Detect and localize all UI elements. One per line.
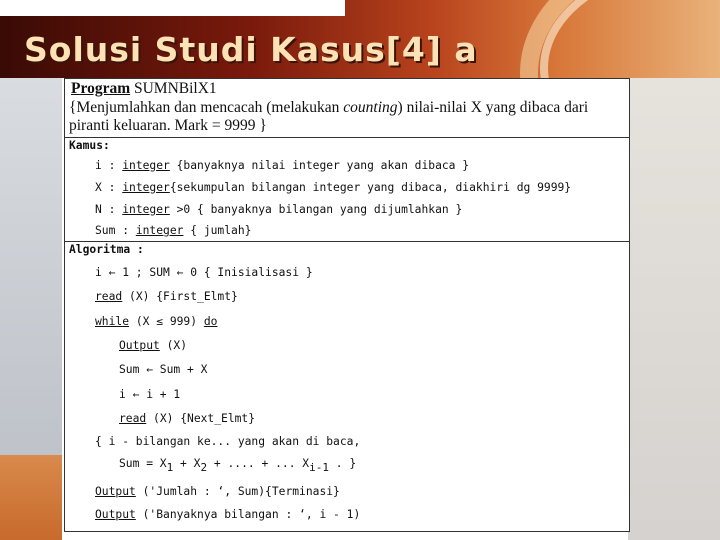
comment-italic-word: counting bbox=[343, 99, 398, 116]
kamus-sum-declaration bbox=[95, 224, 251, 237]
background-right-band bbox=[628, 78, 720, 540]
while-keyword: while bbox=[95, 315, 130, 328]
read-keyword: read bbox=[95, 290, 123, 303]
do-keyword: do bbox=[203, 315, 218, 328]
program-name: SUMNBilX1 bbox=[130, 80, 217, 97]
output-count-line bbox=[95, 508, 360, 521]
output-keyword-2: Output bbox=[95, 485, 136, 498]
x-comment: {sekumpulan bilangan integer yang dibaca, diakhiri dg 9999} bbox=[169, 181, 572, 194]
sum-eq-middle-1: + X bbox=[173, 457, 201, 470]
n-type: integer bbox=[122, 203, 170, 216]
output-sum-line bbox=[95, 485, 340, 498]
comment-text-2: ) nilai-nilai X yang dibaca dari bbox=[397, 99, 589, 116]
sum-eq-middle-2: + .... + ... X bbox=[207, 457, 310, 470]
read-first-args: (X) {First_Elmt} bbox=[122, 290, 238, 303]
sum-comment: { jumlah} bbox=[183, 224, 252, 237]
program-keyword: Program bbox=[71, 80, 131, 97]
output-keyword-3: Output bbox=[95, 508, 136, 521]
n-rest: >0 { banyaknya bilangan yang dijumlahkan } bbox=[169, 203, 463, 216]
top-left-white-bar bbox=[0, 0, 345, 16]
kamus-i-declaration bbox=[95, 159, 469, 172]
i-comment: {banyaknya nilai integer yang akan dibaca } bbox=[169, 159, 470, 172]
read-next-line bbox=[119, 412, 255, 425]
program-header-section bbox=[65, 79, 629, 138]
kamus-x-declaration bbox=[95, 181, 571, 194]
output-keyword: Output bbox=[119, 339, 160, 352]
i-decl: i : bbox=[95, 159, 123, 172]
slide-title: Solusi Studi Kasus[4] a bbox=[24, 30, 478, 69]
subscript-i-minus-1: i-1 bbox=[309, 461, 329, 474]
read-next-args: (X) {Next_Elmt} bbox=[146, 412, 256, 425]
sum-equation-line bbox=[119, 457, 356, 474]
output-sum-args: ('Jumlah : ‘, Sum){Terminasi} bbox=[135, 485, 340, 498]
sum-decl: Sum : bbox=[95, 224, 136, 237]
sum-type: integer bbox=[135, 224, 184, 237]
sum-update-line: Sum ← Sum + X bbox=[119, 363, 208, 376]
subscript-2: 2 bbox=[200, 461, 208, 474]
while-line bbox=[95, 315, 217, 328]
algoritma-title: Algoritma : bbox=[69, 243, 144, 256]
i-type: integer bbox=[122, 159, 170, 172]
kamus-n-declaration bbox=[95, 203, 462, 216]
subscript-1: 1 bbox=[166, 461, 174, 474]
output-x-args: (X) bbox=[159, 339, 188, 352]
algoritma-section bbox=[65, 241, 629, 531]
output-count-args: ('Banyaknya bilangan : ‘, i - 1) bbox=[135, 508, 361, 521]
n-decl: N : bbox=[95, 203, 123, 216]
kamus-title: Kamus: bbox=[69, 139, 110, 152]
program-line bbox=[71, 80, 217, 98]
sum-eq-start: Sum = X bbox=[119, 457, 167, 470]
loop-comment-line: { i - bilangan ke... yang akan di baca, bbox=[95, 435, 361, 448]
while-condition: (X ≤ 999) bbox=[129, 315, 204, 328]
background-bottom-left-accent bbox=[0, 455, 62, 540]
program-comment-line-1 bbox=[69, 99, 588, 117]
output-x-line bbox=[119, 339, 187, 352]
program-comment-line-2: piranti keluaran. Mark = 9999 } bbox=[69, 117, 267, 134]
i-update-line: i ← i + 1 bbox=[119, 388, 181, 401]
algorithm-panel bbox=[64, 78, 630, 532]
read-first-line bbox=[95, 290, 238, 303]
init-line: i ← 1 ; SUM ← 0 { Inisialisasi } bbox=[95, 266, 313, 279]
read-keyword-2: read bbox=[119, 412, 147, 425]
x-type: integer bbox=[122, 181, 170, 194]
sum-eq-end: . } bbox=[328, 457, 357, 470]
comment-text-1: {Menjumlahkan dan mencacah (melakukan bbox=[69, 99, 344, 116]
x-decl: X : bbox=[95, 181, 123, 194]
kamus-section bbox=[65, 137, 629, 242]
